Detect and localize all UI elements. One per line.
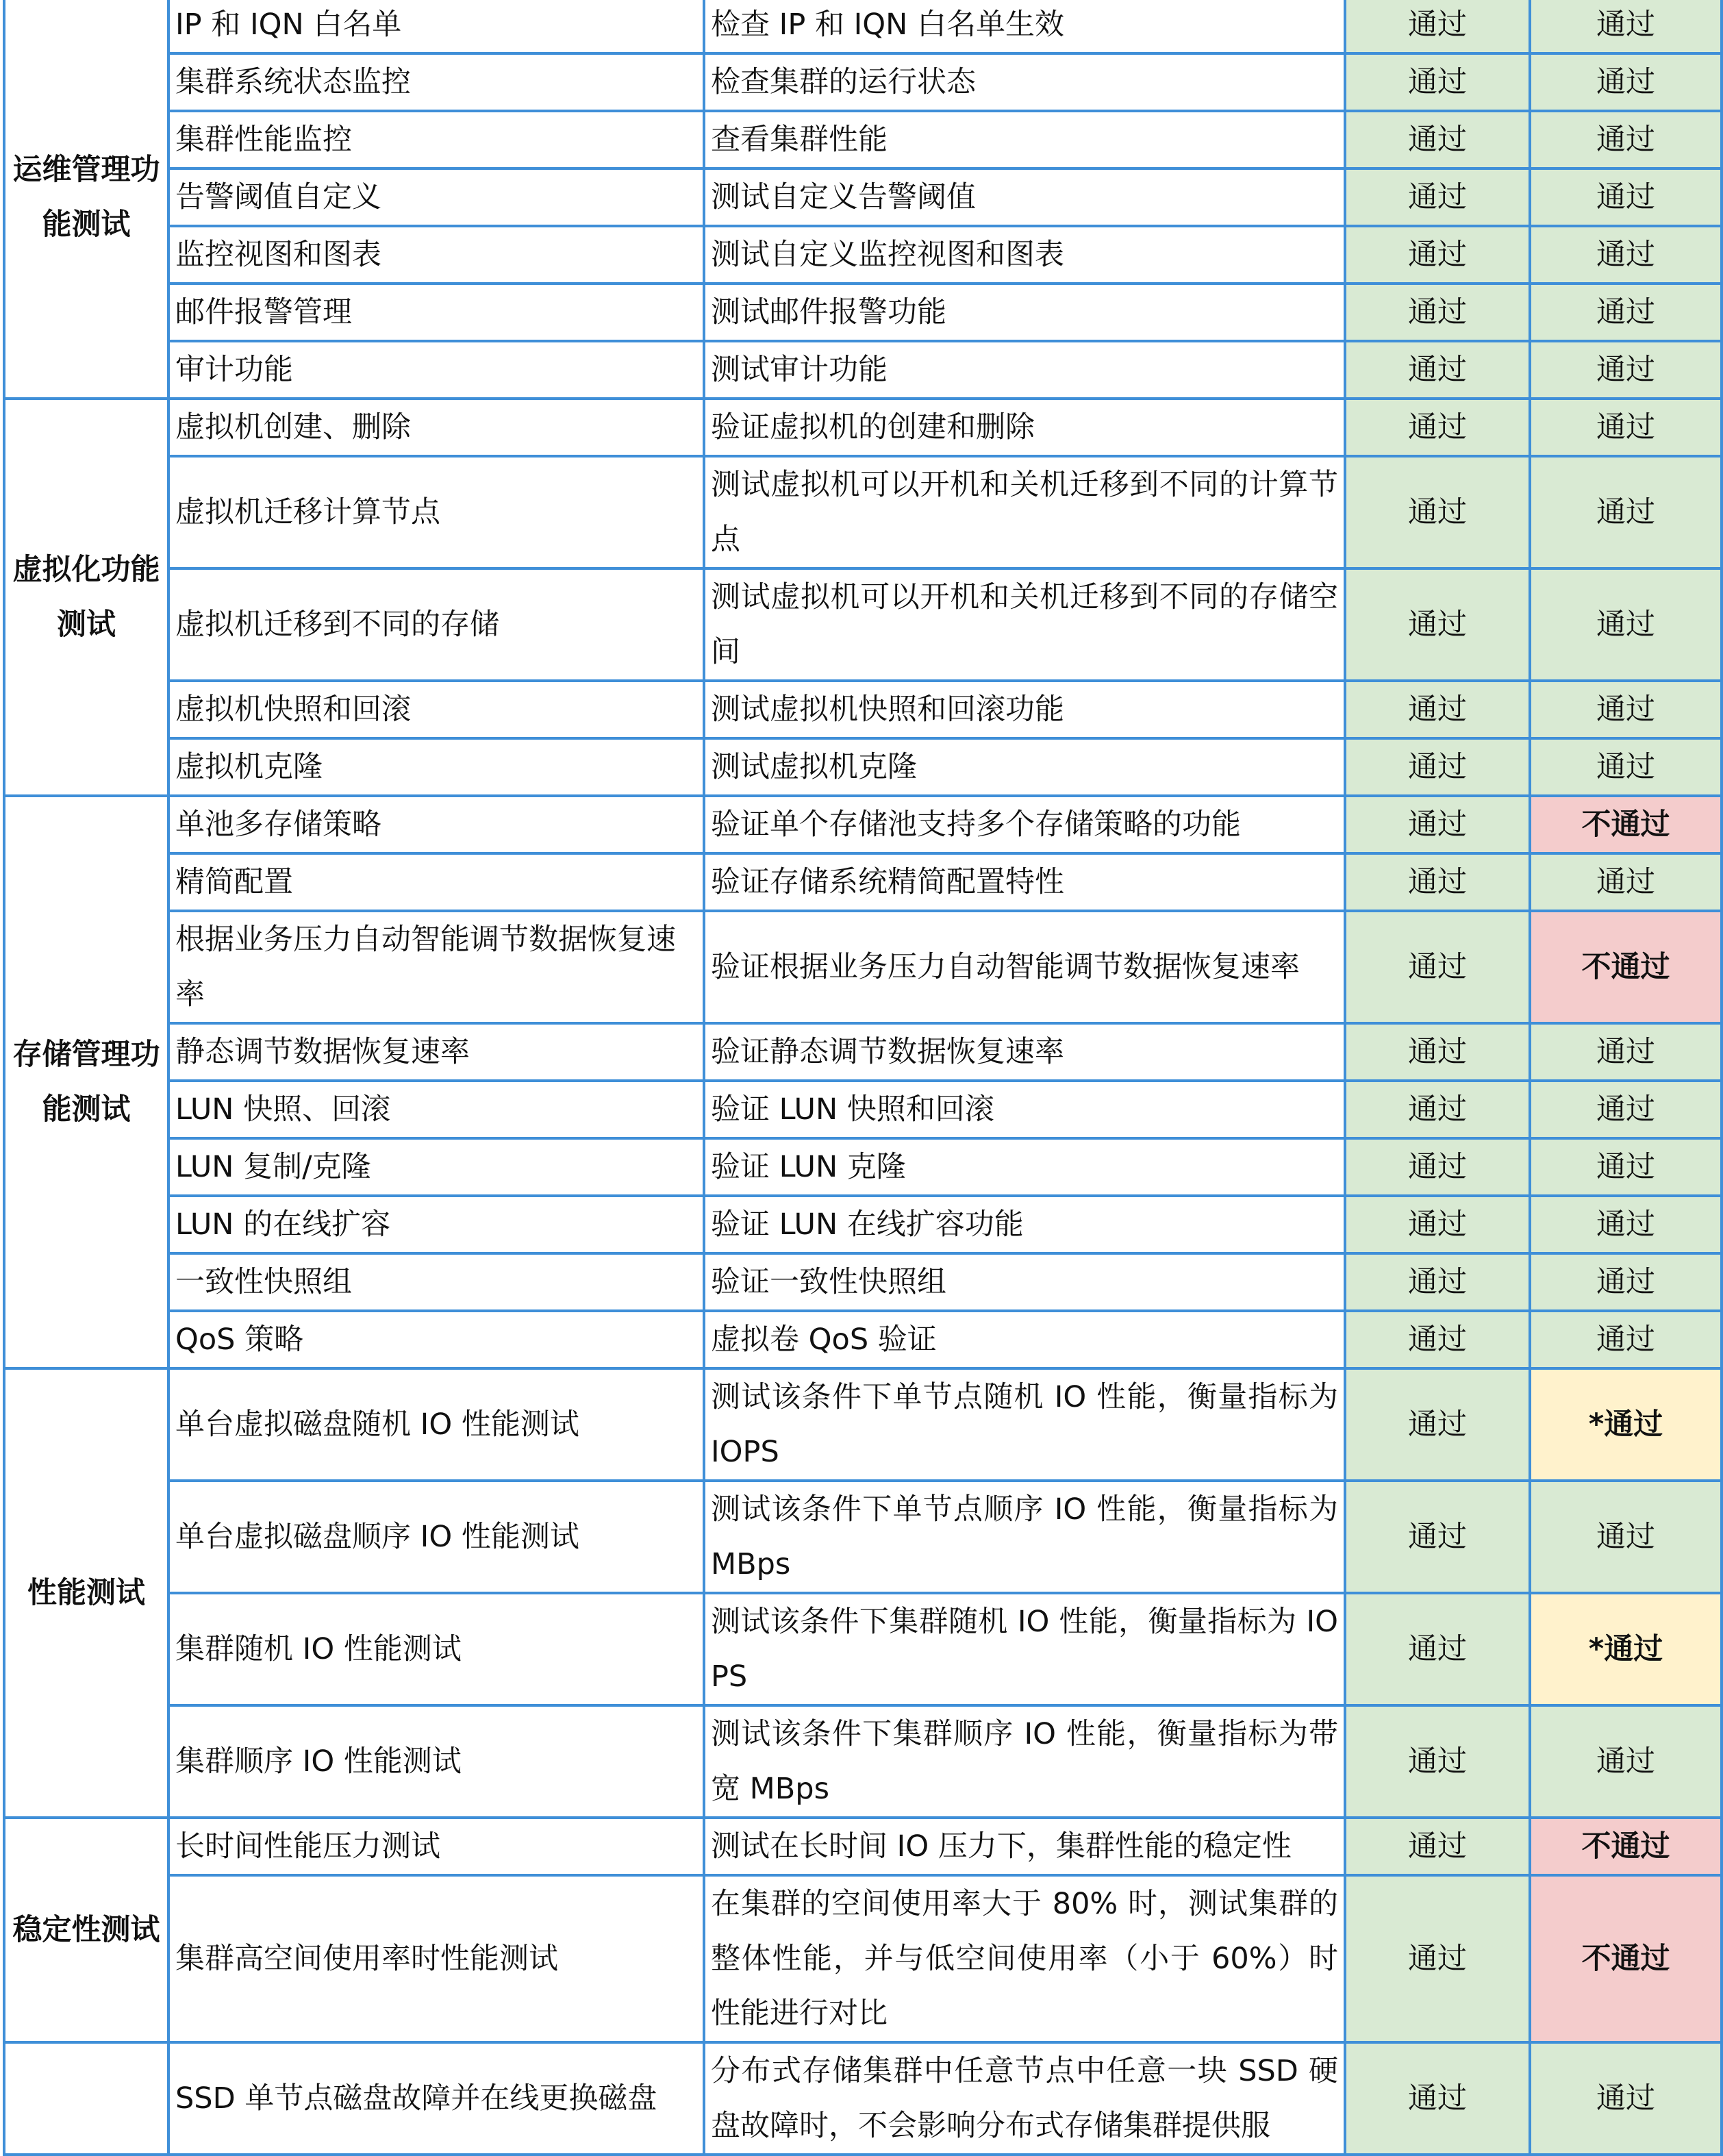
test-description-cell: 检查 IP 和 IQN 白名单生效 xyxy=(704,0,1345,53)
result-cell-2: 不通过 xyxy=(1530,1875,1722,2042)
test-description-cell: 测试该条件下集群随机 IO 性能，衡量指标为 IOPS xyxy=(704,1593,1345,1705)
result-cell-2: 通过 xyxy=(1530,738,1722,796)
result-cell-1: 通过 xyxy=(1345,111,1530,168)
result-cell-2: 通过 xyxy=(1530,1705,1722,1818)
test-item-cell: LUN 的在线扩容 xyxy=(168,1196,704,1253)
result-cell-2: 通过 xyxy=(1530,53,1722,111)
result-cell-1: 通过 xyxy=(1345,399,1530,456)
result-cell-1: 通过 xyxy=(1345,853,1530,911)
result-cell-1: 通过 xyxy=(1345,1705,1530,1818)
test-description-cell: 验证虚拟机的创建和删除 xyxy=(704,399,1345,456)
category-cell: 运维管理功能测试 xyxy=(4,0,168,399)
test-item-cell: 长时间性能压力测试 xyxy=(168,1818,704,1875)
table-row xyxy=(4,456,1722,568)
result-cell-2: 不通过 xyxy=(1530,911,1722,1023)
test-description-cell: 检查集群的运行状态 xyxy=(704,53,1345,111)
result-cell-2: 通过 xyxy=(1530,2042,1722,2155)
table-row xyxy=(4,0,1722,53)
result-cell-1: 通过 xyxy=(1345,1875,1530,2042)
result-cell-2: 通过 xyxy=(1530,1253,1722,1311)
result-cell-1: 通过 xyxy=(1345,1196,1530,1253)
result-cell-2: 通过 xyxy=(1530,399,1722,456)
result-cell-1: 通过 xyxy=(1345,1253,1530,1311)
test-item-cell: 根据业务压力自动智能调节数据恢复速率 xyxy=(168,911,704,1023)
test-item-cell: 监控视图和图表 xyxy=(168,226,704,284)
test-description-cell: 测试自定义监控视图和图表 xyxy=(704,226,1345,284)
result-cell-2: 不通过 xyxy=(1530,1818,1722,1875)
table-row xyxy=(4,1481,1722,1593)
result-cell-2: *通过 xyxy=(1530,1368,1722,1481)
result-cell-2: 通过 xyxy=(1530,284,1722,341)
test-item-cell: 虚拟机创建、删除 xyxy=(168,399,704,456)
test-item-cell: 虚拟机克隆 xyxy=(168,738,704,796)
test-item-cell: 集群随机 IO 性能测试 xyxy=(168,1593,704,1705)
test-description-cell: 分布式存储集群中任意节点中任意一块 SSD 硬盘故障时，不会影响分布式存储集群提供服 xyxy=(704,2042,1345,2155)
test-item-cell: 集群高空间使用率时性能测试 xyxy=(168,1875,704,2042)
result-cell-1: 通过 xyxy=(1345,284,1530,341)
test-item-cell: 一致性快照组 xyxy=(168,1253,704,1311)
table-row xyxy=(4,568,1722,681)
test-description-cell: 验证一致性快照组 xyxy=(704,1253,1345,1311)
result-cell-2: 通过 xyxy=(1530,226,1722,284)
test-item-cell: 集群系统状态监控 xyxy=(168,53,704,111)
result-cell-2: 通过 xyxy=(1530,168,1722,226)
test-description-cell: 测试虚拟机可以开机和关机迁移到不同的计算节点 xyxy=(704,456,1345,568)
test-item-cell: LUN 复制/克隆 xyxy=(168,1138,704,1196)
test-description-cell: 测试该条件下单节点随机 IO 性能，衡量指标为 IOPS xyxy=(704,1368,1345,1481)
result-cell-2: 通过 xyxy=(1530,1023,1722,1081)
result-cell-2: 通过 xyxy=(1530,681,1722,738)
test-results-table xyxy=(3,0,1723,2156)
result-cell-2: *通过 xyxy=(1530,1593,1722,1705)
result-cell-2: 通过 xyxy=(1530,568,1722,681)
test-item-cell: 集群性能监控 xyxy=(168,111,704,168)
table-row xyxy=(4,796,1722,853)
test-description-cell: 测试自定义告警阈值 xyxy=(704,168,1345,226)
test-item-cell: 虚拟机迁移到不同的存储 xyxy=(168,568,704,681)
result-cell-2: 不通过 xyxy=(1530,796,1722,853)
result-cell-1: 通过 xyxy=(1345,1311,1530,1368)
test-item-cell: 单台虚拟磁盘随机 IO 性能测试 xyxy=(168,1368,704,1481)
result-cell-1: 通过 xyxy=(1345,1081,1530,1138)
table-row xyxy=(4,226,1722,284)
result-cell-2: 通过 xyxy=(1530,456,1722,568)
test-description-cell: 查看集群性能 xyxy=(704,111,1345,168)
result-cell-1: 通过 xyxy=(1345,1138,1530,1196)
test-description-cell: 验证根据业务压力自动智能调节数据恢复速率 xyxy=(704,911,1345,1023)
result-cell-1: 通过 xyxy=(1345,681,1530,738)
table-row xyxy=(4,853,1722,911)
table-row xyxy=(4,2042,1722,2155)
result-cell-2: 通过 xyxy=(1530,341,1722,399)
table-row xyxy=(4,1818,1722,1875)
table-row xyxy=(4,284,1722,341)
table-row xyxy=(4,1253,1722,1311)
category-cell: 存储管理功能测试 xyxy=(4,796,168,1368)
result-cell-1: 通过 xyxy=(1345,1593,1530,1705)
result-cell-1: 通过 xyxy=(1345,796,1530,853)
table-row xyxy=(4,1593,1722,1705)
test-item-cell: 邮件报警管理 xyxy=(168,284,704,341)
table-row xyxy=(4,399,1722,456)
result-cell-2: 通过 xyxy=(1530,1196,1722,1253)
test-item-cell: 集群顺序 IO 性能测试 xyxy=(168,1705,704,1818)
test-description-cell: 验证单个存储池支持多个存储策略的功能 xyxy=(704,796,1345,853)
test-description-cell: 验证静态调节数据恢复速率 xyxy=(704,1023,1345,1081)
result-cell-1: 通过 xyxy=(1345,226,1530,284)
result-cell-1: 通过 xyxy=(1345,2042,1530,2155)
test-item-cell: 告警阈值自定义 xyxy=(168,168,704,226)
table-row xyxy=(4,111,1722,168)
table-row xyxy=(4,1081,1722,1138)
test-description-cell: 虚拟卷 QoS 验证 xyxy=(704,1311,1345,1368)
test-description-cell: 测试虚拟机克隆 xyxy=(704,738,1345,796)
test-description-cell: 验证存储系统精简配置特性 xyxy=(704,853,1345,911)
test-description-cell: 验证 LUN 在线扩容功能 xyxy=(704,1196,1345,1253)
test-item-cell: SSD 单节点磁盘故障并在线更换磁盘 xyxy=(168,2042,704,2155)
test-description-cell: 测试该条件下单节点顺序 IO 性能，衡量指标为 MBps xyxy=(704,1481,1345,1593)
category-cell: 性能测试 xyxy=(4,1368,168,1818)
result-cell-2: 通过 xyxy=(1530,1081,1722,1138)
test-description-cell: 验证 LUN 克隆 xyxy=(704,1138,1345,1196)
result-cell-1: 通过 xyxy=(1345,168,1530,226)
test-item-cell: QoS 策略 xyxy=(168,1311,704,1368)
result-cell-2: 通过 xyxy=(1530,853,1722,911)
result-cell-2: 通过 xyxy=(1530,111,1722,168)
test-description-cell: 测试虚拟机可以开机和关机迁移到不同的存储空间 xyxy=(704,568,1345,681)
result-cell-1: 通过 xyxy=(1345,1818,1530,1875)
result-cell-1: 通过 xyxy=(1345,1023,1530,1081)
test-item-cell: 单台虚拟磁盘顺序 IO 性能测试 xyxy=(168,1481,704,1593)
test-item-cell: 精简配置 xyxy=(168,853,704,911)
table-row xyxy=(4,1196,1722,1253)
table-row xyxy=(4,341,1722,399)
test-item-cell: 虚拟机迁移计算节点 xyxy=(168,456,704,568)
category-cell xyxy=(4,2042,168,2155)
table-row xyxy=(4,1138,1722,1196)
test-item-cell: 虚拟机快照和回滚 xyxy=(168,681,704,738)
test-item-cell: LUN 快照、回滚 xyxy=(168,1081,704,1138)
test-item-cell: 审计功能 xyxy=(168,341,704,399)
table-row xyxy=(4,911,1722,1023)
test-description-cell: 测试审计功能 xyxy=(704,341,1345,399)
result-cell-2: 通过 xyxy=(1530,1311,1722,1368)
result-cell-1: 通过 xyxy=(1345,456,1530,568)
result-cell-1: 通过 xyxy=(1345,911,1530,1023)
test-item-cell: 静态调节数据恢复速率 xyxy=(168,1023,704,1081)
table-row xyxy=(4,53,1722,111)
test-description-cell: 测试虚拟机快照和回滚功能 xyxy=(704,681,1345,738)
result-cell-2: 通过 xyxy=(1530,0,1722,53)
test-description-cell: 测试该条件下集群顺序 IO 性能，衡量指标为带宽 MBps xyxy=(704,1705,1345,1818)
table-row xyxy=(4,1705,1722,1818)
result-cell-2: 通过 xyxy=(1530,1481,1722,1593)
table-row xyxy=(4,1023,1722,1081)
test-description-cell: 测试在长时间 IO 压力下，集群性能的稳定性 xyxy=(704,1818,1345,1875)
category-cell: 虚拟化功能测试 xyxy=(4,399,168,796)
table-row xyxy=(4,738,1722,796)
result-cell-1: 通过 xyxy=(1345,738,1530,796)
category-cell: 稳定性测试 xyxy=(4,1818,168,2042)
table-row xyxy=(4,681,1722,738)
test-description-cell: 测试邮件报警功能 xyxy=(704,284,1345,341)
result-cell-1: 通过 xyxy=(1345,1368,1530,1481)
test-description-cell: 验证 LUN 快照和回滚 xyxy=(704,1081,1345,1138)
result-cell-2: 通过 xyxy=(1530,1138,1722,1196)
test-item-cell: IP 和 IQN 白名单 xyxy=(168,0,704,53)
test-description-cell: 在集群的空间使用率大于 80% 时，测试集群的整体性能，并与低空间使用率（小于 60%）时性能进行对比 xyxy=(704,1875,1345,2042)
result-cell-1: 通过 xyxy=(1345,568,1530,681)
result-cell-1: 通过 xyxy=(1345,53,1530,111)
result-cell-1: 通过 xyxy=(1345,0,1530,53)
table-row xyxy=(4,168,1722,226)
table-row xyxy=(4,1875,1722,2042)
result-cell-1: 通过 xyxy=(1345,341,1530,399)
result-cell-1: 通过 xyxy=(1345,1481,1530,1593)
table-row xyxy=(4,1368,1722,1481)
table-row xyxy=(4,1311,1722,1368)
test-item-cell: 单池多存储策略 xyxy=(168,796,704,853)
